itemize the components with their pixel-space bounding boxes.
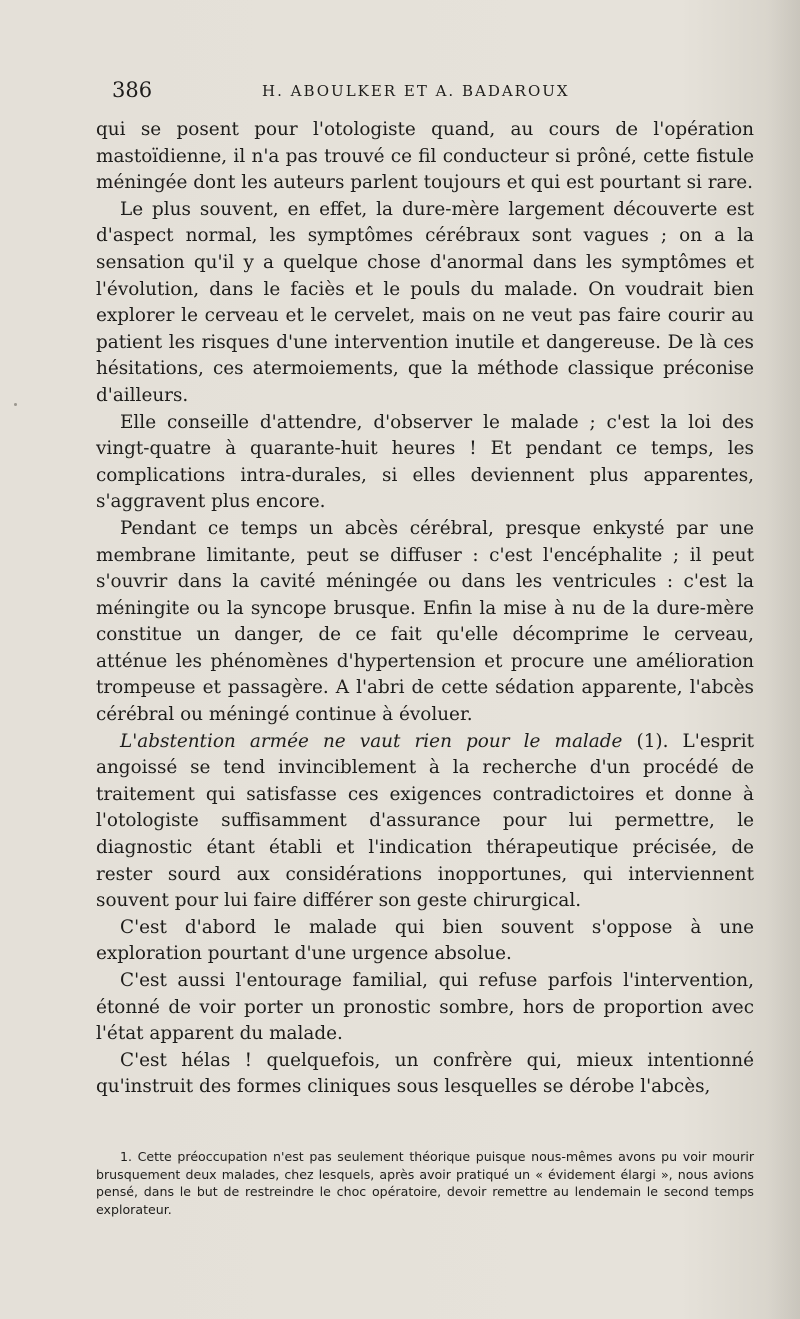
paragraph-1: qui se posent pour l'otologiste quand, au cours de l'opération mastoïdienne, il n'a pas trouvé ce fil conducteur si prôné, cette fistule méningée dont les auteurs parlent toujours et qui est pourtant si rare. xyxy=(96,119,754,194)
paragraph-4: Pendant ce temps un abcès cérébral, presque enkysté par une membrane limitante, peut se diffuser : c'est l'encéphalite ; il peut s'ouvrir dans la cavité méningée ou dans les ventricules : c'est la méningite ou la syncope brusque. Enfin la mise à nu de la dure-mère constitue un danger, de ce fait qu'elle décomprime le cerveau, atténue les phénomènes d'hypertension et procure une amélioration trompeuse et passagère. A l'abri de cette sédation apparente, l'abcès cérébral ou méningé continue à évoluer. xyxy=(96,517,754,726)
italic-phrase: L'abstention armée ne vaut rien pour le malade xyxy=(120,730,623,752)
paragraph-5-text: (1). L'esprit angoissé se tend invinciblement à la recherche d'un procédé de traitement qui satisfasse ces exigences contradictoires et donne à l'otologiste suffisamment d'assurance pour lui permettre, le diagnostic étant établi et l'indication thérapeutique précisée, de rester sourd aux considérations inopportunes, qui interviennent souvent pour lui faire différer son geste chirurgical. xyxy=(96,730,754,912)
paragraph-3: Elle conseille d'attendre, d'observer le malade ; c'est la loi des vingt-quatre à quarante-huit heures ! Et pendant ce temps, les complications intra-durales, si elles deviennent plus apparentes, s'aggravent plus encore. xyxy=(96,411,754,513)
paragraph-2: Le plus souvent, en effet, la dure-mère largement découverte est d'aspect normal, les symptômes cérébraux sont vagues ; on a la sensation qu'il y a quelque chose d'anormal dans les symptômes et l'évolution, dans le faciès et le pouls du malade. On voudrait bien explorer le cerveau et le cervelet, mais on ne veut pas faire courir au patient les risques d'une intervention inutile et dangereuse. De là ces hésitations, ces atermoiements, que la méthode classique préconise d'ailleurs. xyxy=(96,198,754,406)
page-header xyxy=(112,78,752,108)
body-text xyxy=(96,117,754,1101)
paragraph-6: C'est d'abord le malade qui bien souvent s'oppose à une exploration pourtant d'une urgence absolue. xyxy=(96,916,754,965)
footnotes xyxy=(96,1148,754,1218)
footnote-1: 1. Cette préoccupation n'est pas seulement théorique puisque nous-mêmes avons pu voir mourir brusquement deux malades, chez lesquels, après avoir pratiqué un « évidement élargi », nous avions pensé, dans le but de restreindre le choc opératoire, devoir remettre au lendemain le second temps explorateur. xyxy=(96,1149,754,1217)
running-head: H. ABOULKER ET A. BADAROUX xyxy=(262,82,570,100)
paragraph-5 xyxy=(96,729,754,915)
paragraph-7: C'est aussi l'entourage familial, qui refuse parfois l'intervention, étonné de voir porter un pronostic sombre, hors de proportion avec l'état apparent du malade. xyxy=(96,970,754,1045)
paper-speck xyxy=(14,403,17,406)
page-number: 386 xyxy=(112,78,153,102)
paragraph-8: C'est hélas ! quelquefois, un confrère qui, mieux intentionné qu'instruit des formes cliniques sous lesquelles se dérobe l'abcès, xyxy=(96,1049,754,1098)
